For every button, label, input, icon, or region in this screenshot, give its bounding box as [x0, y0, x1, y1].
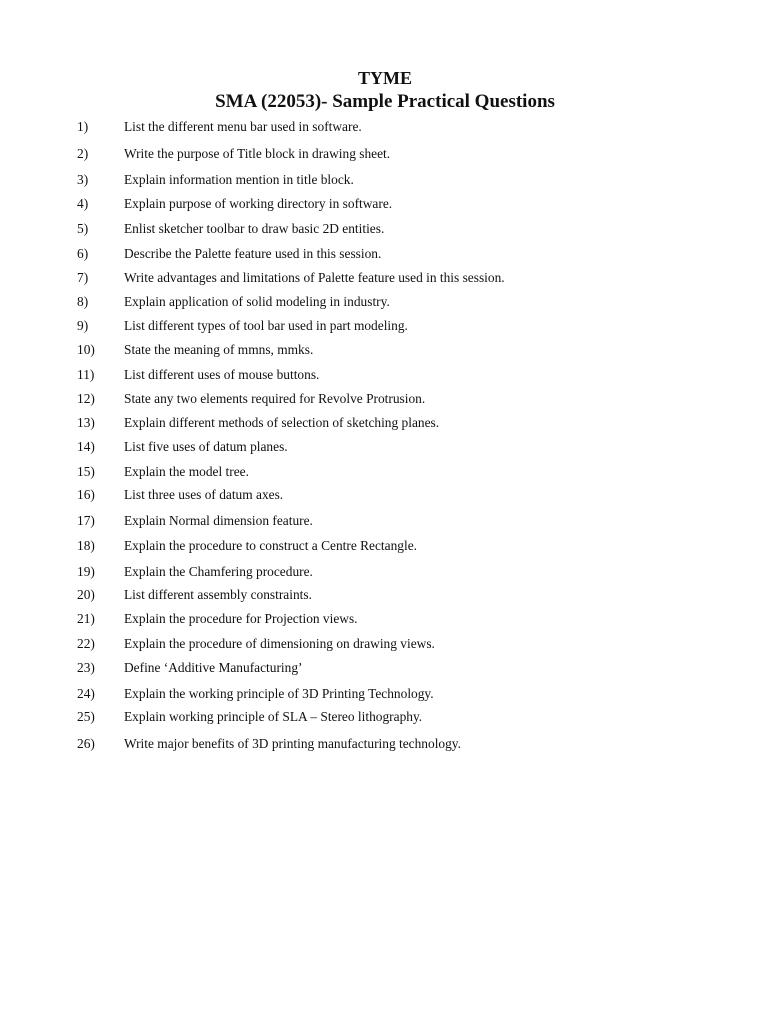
question-number: 18): [77, 538, 95, 553]
question-item: [0, 292, 768, 312]
question-text: Write the purpose of Title block in drawing sheet.: [124, 146, 391, 161]
question-item: [0, 485, 768, 505]
question-number: 12): [77, 391, 95, 406]
question-text: Explain different methods of selection of sketching planes.: [124, 415, 440, 430]
question-item: [0, 658, 768, 678]
question-item: [0, 511, 768, 531]
question-number: 26): [77, 736, 95, 751]
document-subtitle: SMA (22053)- Sample Practical Questions: [215, 91, 555, 112]
question-number: 9): [77, 318, 89, 333]
question-number: 5): [77, 221, 89, 236]
question-text: State any two elements required for Revolve Protrusion.: [124, 391, 426, 406]
question-text: Explain the working principle of 3D Printing Technology.: [124, 686, 434, 701]
question-number: 10): [77, 342, 95, 357]
question-text: Explain information mention in title block.: [124, 172, 354, 187]
question-item: [0, 562, 768, 582]
question-item: [0, 268, 768, 288]
question-number: 21): [77, 611, 95, 626]
question-text: List three uses of datum axes.: [124, 487, 284, 502]
question-number: 7): [77, 270, 89, 285]
question-item: [0, 144, 768, 164]
question-item: [0, 219, 768, 239]
question-item: [0, 707, 768, 727]
question-text: List five uses of datum planes.: [124, 439, 288, 454]
question-number: 17): [77, 513, 95, 528]
question-item: [0, 244, 768, 264]
question-item: [0, 316, 768, 336]
question-text: Explain the model tree.: [124, 464, 249, 479]
question-text: Write advantages and limitations of Palette feature used in this session.: [124, 270, 505, 285]
question-item: [0, 684, 768, 704]
question-item: [0, 117, 768, 137]
question-number: 22): [77, 636, 95, 651]
question-number: 24): [77, 686, 95, 701]
question-item: [0, 585, 768, 605]
question-text: Enlist sketcher toolbar to draw basic 2D entities.: [124, 221, 385, 236]
question-item: [0, 437, 768, 457]
question-item: [0, 462, 768, 482]
question-number: 14): [77, 439, 95, 454]
question-number: 3): [77, 172, 89, 187]
question-item: [0, 609, 768, 629]
question-text: Write major benefits of 3D printing manufacturing technology.: [124, 736, 461, 751]
question-number: 20): [77, 587, 95, 602]
question-text: List different assembly constraints.: [124, 587, 312, 602]
question-number: 4): [77, 196, 89, 211]
question-text: Explain purpose of working directory in software.: [124, 196, 393, 211]
question-number: 13): [77, 415, 95, 430]
question-number: 16): [77, 487, 95, 502]
question-text: Explain the Chamfering procedure.: [124, 564, 313, 579]
question-number: 11): [77, 367, 95, 382]
question-text: Explain Normal dimension feature.: [124, 513, 313, 528]
question-number: 15): [77, 464, 95, 479]
question-text: List different types of tool bar used in part modeling.: [124, 318, 408, 333]
document-title: TYME: [358, 68, 412, 88]
question-text: State the meaning of mmns, mmks.: [124, 342, 314, 357]
question-item: [0, 389, 768, 409]
question-text: Explain working principle of SLA – Stereo lithography.: [124, 709, 423, 724]
question-text: Explain the procedure for Projection views.: [124, 611, 358, 626]
question-number: 25): [77, 709, 95, 724]
question-number: 6): [77, 246, 89, 261]
question-item: [0, 365, 768, 385]
question-text: Explain the procedure of dimensioning on drawing views.: [124, 636, 435, 651]
question-text: Explain the procedure to construct a Centre Rectangle.: [124, 538, 417, 553]
question-item: [0, 194, 768, 214]
question-text: List different uses of mouse buttons.: [124, 367, 320, 382]
question-number: 1): [77, 119, 89, 134]
question-item: [0, 170, 768, 190]
question-text: Describe the Palette feature used in this session.: [124, 246, 382, 261]
question-number: 23): [77, 660, 95, 675]
question-item: [0, 536, 768, 556]
question-item: [0, 734, 768, 754]
question-item: [0, 413, 768, 433]
question-item: [0, 340, 768, 360]
question-text: Explain application of solid modeling in industry.: [124, 294, 390, 309]
question-text: List the different menu bar used in software.: [124, 119, 362, 134]
question-item: [0, 634, 768, 654]
question-text: Define ‘Additive Manufacturing’: [124, 660, 303, 675]
question-number: 19): [77, 564, 95, 579]
question-number: 2): [77, 146, 89, 161]
question-number: 8): [77, 294, 89, 309]
